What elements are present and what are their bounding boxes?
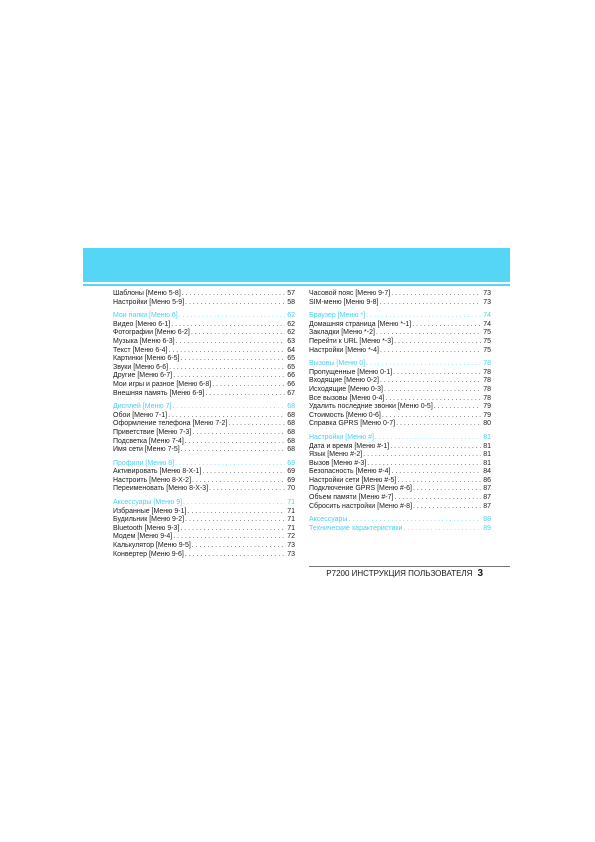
toc-entry-title: Настройки [Меню #]: [309, 433, 374, 441]
toc-page-number: 65: [287, 363, 295, 371]
toc-entry-title: Стоимость [Меню 0-6]: [309, 411, 381, 419]
toc-page-number: 69: [287, 468, 295, 476]
toc-leader-dots: [389, 443, 481, 452]
toc-entry[interactable]: [309, 299, 491, 308]
toc-page-number: 79: [483, 403, 491, 411]
toc-leader-dots: [186, 508, 285, 517]
toc-leader-dots: [379, 347, 481, 356]
toc-entry-title: Картинки [Меню 6-5]: [113, 355, 180, 363]
toc-entry[interactable]: [309, 329, 491, 338]
toc-page-number: 62: [287, 312, 295, 320]
toc-entry-title: Браузер [Меню *]: [309, 312, 366, 320]
toc-leader-dots: [182, 499, 285, 508]
toc-entry[interactable]: [113, 420, 295, 429]
toc-entry-title: Активировать [Меню 8-X-1]: [113, 468, 202, 476]
toc-page-number: 63: [287, 337, 295, 345]
toc-entry[interactable]: [309, 420, 491, 429]
toc-leader-dots: [433, 403, 481, 412]
toc-entry-title: Язык [Меню #-2]: [309, 451, 363, 459]
toc-leader-dots: [379, 377, 481, 386]
toc-entry[interactable]: [309, 412, 491, 421]
toc-entry[interactable]: [113, 355, 295, 364]
toc-entry[interactable]: [113, 446, 295, 455]
toc-entry-title: Подсветка [Меню 7-4]: [113, 437, 184, 445]
toc-leader-dots: [378, 299, 481, 308]
toc-page-number: 68: [287, 411, 295, 419]
toc-entry[interactable]: [113, 485, 295, 494]
toc-page-number: 80: [483, 420, 491, 428]
toc-entry[interactable]: [309, 377, 491, 386]
toc-entry-title: Дата и время [Меню #-1]: [309, 442, 390, 450]
toc-page-number: 89: [483, 524, 491, 532]
toc-page-number: 78: [483, 385, 491, 393]
toc-section-heading[interactable]: [113, 499, 295, 508]
toc-entry-title: Конвертер [Меню 9-6]: [113, 550, 184, 558]
toc-leader-dots: [179, 525, 285, 534]
toc-leader-dots: [171, 403, 285, 412]
toc-entry-title: Шаблоны [Меню 5-8]: [113, 290, 181, 297]
toc-entry[interactable]: [309, 477, 491, 486]
toc-entry[interactable]: [113, 525, 295, 534]
toc-entry[interactable]: [113, 338, 295, 347]
toc-entry-title: Музыка [Меню 6-3]: [113, 337, 175, 345]
toc-page-number: 66: [287, 380, 295, 388]
toc-page-number: 73: [287, 542, 295, 550]
toc-page-number: 81: [483, 433, 491, 441]
toc-leader-dots: [390, 468, 481, 477]
toc-entry-title: Удалить последние звонки [Меню 0-5]: [309, 403, 433, 411]
toc-entry-title: Исходящие [Меню 0-3]: [309, 385, 383, 393]
toc-section-heading[interactable]: [309, 516, 491, 525]
toc-entry[interactable]: [113, 516, 295, 525]
toc-entry-title: Вызовы [Меню 0]: [309, 360, 366, 368]
toc-leader-dots: [172, 372, 285, 381]
toc-page-number: 81: [483, 442, 491, 450]
toc-leader-dots: [184, 551, 285, 560]
toc-page-number: 65: [287, 355, 295, 363]
footer-rule: [309, 566, 510, 567]
toc-section-heading[interactable]: [309, 312, 491, 321]
toc-entry-title: Подключение GPRS [Меню #-6]: [309, 485, 412, 493]
toc-leader-dots: [184, 516, 285, 525]
toc-entry[interactable]: [113, 429, 295, 438]
header-band-rule: [83, 284, 510, 286]
toc-page-number: 87: [483, 502, 491, 510]
header-band: [83, 248, 510, 282]
toc-entry[interactable]: [309, 485, 491, 494]
toc-leader-dots: [402, 525, 481, 534]
toc-entry-title: Вызов [Меню #-3]: [309, 459, 367, 467]
toc-section-heading[interactable]: [309, 525, 491, 534]
toc-entry[interactable]: [309, 321, 491, 330]
toc-entry[interactable]: [113, 321, 295, 330]
toc-page-number: 68: [287, 446, 295, 454]
page-footer: [326, 568, 483, 580]
toc-page-number: 84: [483, 468, 491, 476]
toc-entry-title: Аксессуары [Меню 9]: [113, 499, 183, 507]
toc-entry-title: Модем [Меню 9-4]: [113, 533, 173, 541]
toc-leader-dots: [191, 542, 285, 551]
toc-entry-title: Оформление телефона [Меню 7-2]: [113, 420, 228, 428]
toc-leader-dots: [211, 381, 285, 390]
toc-leader-dots: [227, 420, 285, 429]
toc-entry-title: Переименовать [Меню 8-X-3]: [113, 485, 209, 493]
toc-leader-dots: [412, 503, 481, 512]
toc-entry[interactable]: [309, 290, 491, 299]
toc-page-number: 81: [483, 459, 491, 467]
toc-page-number: 79: [483, 411, 491, 419]
toc-entry[interactable]: [113, 477, 295, 486]
toc-leader-dots: [204, 390, 285, 399]
toc-leader-dots: [168, 364, 285, 373]
toc-section-heading[interactable]: [309, 360, 491, 369]
toc-page-number: 78: [483, 394, 491, 402]
toc-page-number: 75: [483, 346, 491, 354]
toc-entry-title: Часовой пояс [Меню 9-7]: [309, 290, 391, 297]
toc-entry[interactable]: [309, 451, 491, 460]
toc-page-number: 68: [287, 428, 295, 436]
toc-page-number: 73: [287, 550, 295, 558]
toc-leader-dots: [170, 321, 285, 330]
toc-page-number: 70: [287, 485, 295, 493]
toc-leader-dots: [396, 477, 481, 486]
toc-entry[interactable]: [113, 299, 295, 308]
toc-page-number: 72: [287, 533, 295, 541]
toc-leader-dots: [383, 386, 481, 395]
toc-leader-dots: [392, 369, 481, 378]
toc-leader-dots: [190, 329, 285, 338]
toc-page-number: 71: [287, 499, 295, 507]
toc-entry[interactable]: [309, 386, 491, 395]
toc-leader-dots: [201, 468, 285, 477]
toc-page-number: 66: [287, 372, 295, 380]
toc-entry-title: Входящие [Меню 0-2]: [309, 377, 380, 385]
toc-entry[interactable]: [309, 460, 491, 469]
toc-page-number: 68: [287, 437, 295, 445]
toc-page-number: 88: [483, 516, 491, 524]
toc-entry-title: Пропущенные [Меню 0-1]: [309, 368, 393, 376]
toc-entry-title: Безопасность [Меню #-4]: [309, 468, 391, 476]
toc-section-heading[interactable]: [113, 460, 295, 469]
toc-entry-title: Домашняя страница [Меню *-1]: [309, 320, 412, 328]
toc-entry-title: Звуки [Меню 6-6]: [113, 363, 169, 371]
toc-entry-title: Профили [Меню 8]: [113, 459, 175, 467]
toc-entry-title: Bluetooth [Меню 9-3]: [113, 524, 180, 532]
toc-entry-title: Настройки [Меню *-4]: [309, 346, 379, 354]
toc-leader-dots: [180, 446, 285, 455]
toc-leader-dots: [366, 460, 481, 469]
toc-page-number: 68: [287, 420, 295, 428]
toc-leader-dots: [208, 485, 285, 494]
toc-leader-dots: [184, 299, 285, 308]
toc-leader-dots: [174, 460, 285, 469]
toc-page-number: 87: [483, 494, 491, 502]
toc-leader-dots: [179, 355, 285, 364]
toc-leader-dots: [184, 438, 285, 447]
toc-entry-title: Приветствие [Меню 7-3]: [113, 428, 192, 436]
toc-entry-title: Технические характеристики: [309, 524, 403, 532]
toc-leader-dots: [365, 312, 481, 321]
toc-entry[interactable]: [113, 542, 295, 551]
toc-leader-dots: [362, 451, 481, 460]
toc-page-number: 71: [287, 507, 295, 515]
toc-leader-dots: [181, 290, 285, 299]
toc-entry-title: Видео [Меню 6-1]: [113, 320, 171, 328]
toc-entry-title: Обои [Меню 7-1]: [113, 411, 168, 419]
toc-page-number: 71: [287, 524, 295, 532]
toc-entry-title: Дисплей [Меню 7]: [113, 403, 172, 411]
toc-leader-dots: [175, 338, 285, 347]
toc-leader-dots: [374, 434, 481, 443]
toc-leader-dots: [167, 347, 285, 356]
toc-entry[interactable]: [309, 503, 491, 512]
toc-entry[interactable]: [309, 443, 491, 452]
toc-entry[interactable]: [113, 329, 295, 338]
toc-entry[interactable]: [113, 468, 295, 477]
toc-page-number: 68: [287, 403, 295, 411]
toc-page-number: 69: [287, 476, 295, 484]
toc-entry-title: Мои папки [Меню 6]: [113, 312, 178, 320]
toc-page-number: 78: [483, 360, 491, 368]
toc-entry[interactable]: [113, 533, 295, 542]
toc-page-number: 73: [483, 290, 491, 297]
toc-page-number: 74: [483, 320, 491, 328]
toc-entry-title: Фотографии [Меню 6-2]: [113, 329, 190, 337]
toc-entry-title: SIM-меню [Меню 9-8]: [309, 298, 379, 306]
toc-leader-dots: [191, 477, 285, 486]
toc-page-number: 86: [483, 476, 491, 484]
toc-entry-title: Настроить [Меню 8-X-2]: [113, 476, 192, 484]
toc-entry[interactable]: [113, 438, 295, 447]
toc-entry[interactable]: [309, 338, 491, 347]
toc-leader-dots: [395, 420, 481, 429]
toc-entry-title: Имя сети [Меню 7-5]: [113, 446, 180, 454]
toc-leader-dots: [365, 360, 481, 369]
toc-page-number: 67: [287, 389, 295, 397]
toc-column-right: [309, 290, 491, 533]
toc-entry-title: Справка GPRS [Меню 0-7]: [309, 420, 396, 428]
toc-section-heading[interactable]: [113, 312, 295, 321]
toc-entry-title: Будильник [Меню 9-2]: [113, 516, 185, 524]
toc-entry-title: Перейти к URL [Меню *-3]: [309, 337, 394, 345]
toc-page-number: 73: [483, 298, 491, 306]
toc-entry[interactable]: [113, 290, 295, 299]
toc-page-number: 81: [483, 451, 491, 459]
toc-page-number: 62: [287, 320, 295, 328]
toc-entry[interactable]: [309, 494, 491, 503]
toc-section-heading[interactable]: [309, 434, 491, 443]
toc-entry[interactable]: [113, 347, 295, 356]
toc-page-number: 69: [287, 459, 295, 467]
toc-page-number: 62: [287, 329, 295, 337]
toc-page-number: 87: [483, 485, 491, 493]
toc-entry-title: Объем памяти [Меню #-7]: [309, 494, 394, 502]
toc-page-number: 75: [483, 329, 491, 337]
toc-entry[interactable]: [113, 508, 295, 517]
toc-entry-title: Закладки [Меню *-2]: [309, 329, 375, 337]
toc-entry[interactable]: [113, 390, 295, 399]
toc-entry-title: Калькулятор [Меню 9-5]: [113, 542, 191, 550]
toc-entry[interactable]: [113, 412, 295, 421]
toc-section-heading[interactable]: [113, 403, 295, 412]
toc-leader-dots: [375, 329, 481, 338]
toc-entry-title: Другие [Меню 6-7]: [113, 372, 173, 380]
toc-entry[interactable]: [309, 347, 491, 356]
toc-entry[interactable]: [309, 369, 491, 378]
toc-entry-title: Сбросить настройки [Меню #-8]: [309, 502, 413, 510]
toc-leader-dots: [167, 412, 285, 421]
toc-column-left: [113, 290, 295, 559]
toc-entry[interactable]: [113, 372, 295, 381]
toc-leader-dots: [347, 516, 481, 525]
toc-entry-title: Внешняя память [Меню 6-9]: [113, 389, 205, 397]
toc-entry-title: Настройки сети [Меню #-5]: [309, 476, 397, 484]
toc-page-number: 71: [287, 516, 295, 524]
toc-page-number: 58: [287, 298, 295, 306]
toc-leader-dots: [393, 338, 481, 347]
toc-entry[interactable]: [113, 381, 295, 390]
toc-entry-title: Избранные [Меню 9-1]: [113, 507, 187, 515]
page-number: 3: [477, 568, 483, 579]
toc-leader-dots: [390, 290, 481, 299]
toc-entry[interactable]: [309, 395, 491, 404]
toc-leader-dots: [178, 312, 285, 321]
toc-entry-title: Аксессуары: [309, 516, 348, 524]
toc-page-number: 78: [483, 377, 491, 385]
toc-page-number: 74: [483, 312, 491, 320]
toc-entry-title: Текст [Меню 6-4]: [113, 346, 168, 354]
toc-page-number: 78: [483, 368, 491, 376]
toc-entry[interactable]: [113, 551, 295, 560]
toc-leader-dots: [412, 485, 481, 494]
toc-entry-title: Все вызовы [Меню 0-4]: [309, 394, 385, 402]
toc-entry[interactable]: [113, 364, 295, 373]
toc-leader-dots: [393, 494, 481, 503]
toc-leader-dots: [381, 412, 481, 421]
toc-leader-dots: [172, 533, 285, 542]
toc-page-number: 64: [287, 346, 295, 354]
toc-entry-title: Мои игры и разное [Меню 6-8]: [113, 380, 212, 388]
toc-page-number: 57: [287, 290, 295, 297]
footer-title: P7200 ИНСТРУКЦИЯ ПОЛЬЗОВАТЕЛЯ: [326, 569, 473, 578]
toc-entry-title: Настройки [Меню 5-9]: [113, 298, 185, 306]
toc-entry[interactable]: [309, 403, 491, 412]
toc-page-number: 75: [483, 337, 491, 345]
toc-leader-dots: [384, 395, 481, 404]
toc-leader-dots: [191, 429, 285, 438]
toc-entry[interactable]: [309, 468, 491, 477]
toc-leader-dots: [411, 321, 481, 330]
